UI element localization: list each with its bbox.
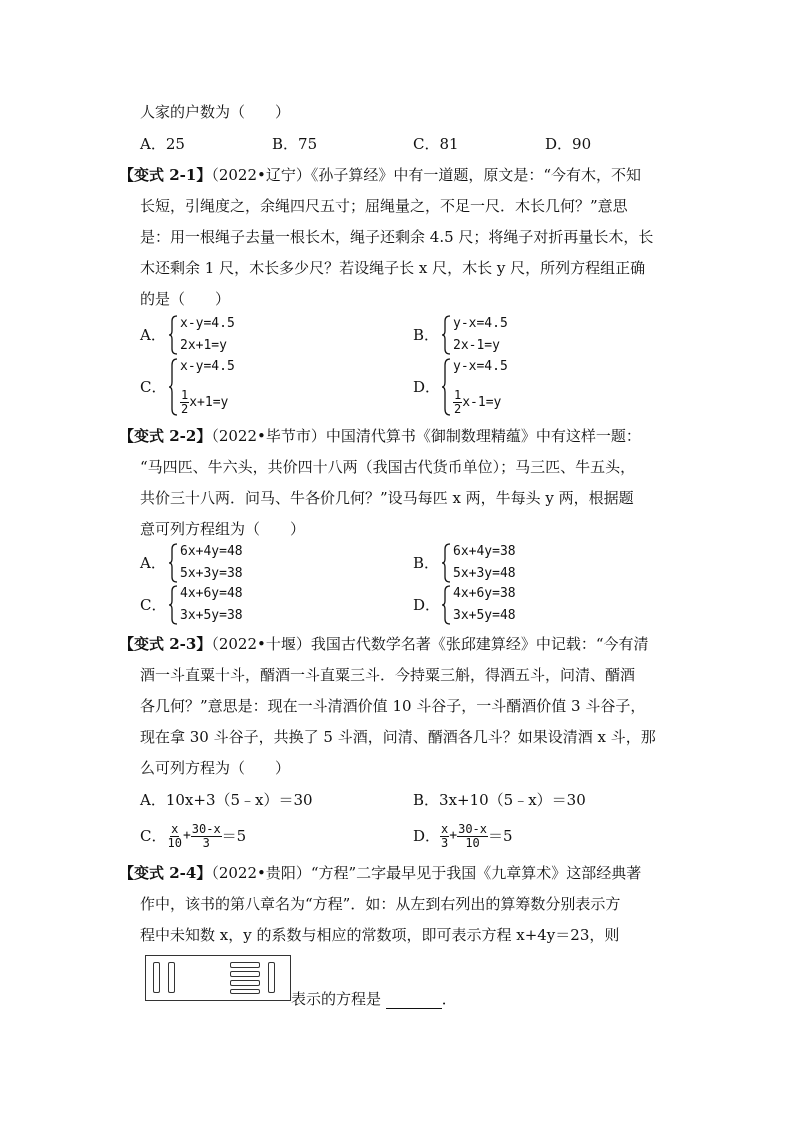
equation-2: 3x+5y=38 (180, 608, 243, 623)
answer-blank[interactable] (386, 992, 442, 1009)
horizontal-rod (230, 980, 260, 986)
equation-2: 3x+5y=48 (453, 608, 516, 623)
equation-1: 6x+4y=38 (453, 544, 516, 559)
equation-1: y-x=4.5 (453, 316, 508, 331)
equation-2: 2x+1=y (180, 338, 227, 353)
option-a-label: A． (140, 554, 166, 572)
option-a-system (168, 543, 243, 583)
option-c-label: C． (140, 596, 167, 614)
question-2-3-line-3: 各几何？”意思是：现在一斗清酒价值 10 斗谷子，一斗醑酒价值 3 斗谷子， (140, 697, 646, 715)
question-2-2-line-4: 意可列方程组为（ ） (140, 520, 306, 538)
question-2-4-line-2: 作中，该书的第八章名为“方程”．如：从左到右列出的算筹数分别表示方 (140, 895, 621, 913)
question-2-2-line-3: 共价三十八两．问马、牛各价几何？”设马每匹 x 两，牛每头 y 两，根据题 (140, 489, 634, 507)
brace-icon (168, 315, 178, 355)
question-2-4-tail: 表示的方程是 ． (291, 990, 457, 1008)
horizontal-rod (230, 962, 260, 968)
equation-1: x-y=4.5 (180, 316, 235, 331)
brace-icon (441, 315, 451, 355)
question-2-1-line-3: 是：用一根绳子去量一根长木，绳子还剩余 4.5 尺；将绳子对折再量长木，长 (140, 228, 654, 246)
equation-2: $\frac{1}{2}$ x+1=y (181, 388, 229, 416)
option-d: D． $\frac{x}{3}$ + $\frac{30-x}{10}$ ＝5 (413, 821, 513, 850)
option-b: B．75 (272, 135, 318, 153)
question-2-4-line-1: 【变式 2-4】（2022•贵阳）“方程”二字最早见于我国《九章算术》这部经典著 (119, 864, 642, 882)
equation-1: 4x+6y=38 (453, 586, 516, 601)
counting-rods-figure (145, 955, 291, 1001)
question-2-1-line-1: 【变式 2-1】（2022•辽宁）《孙子算经》中有一道题，原文是：“今有木，不知 (119, 166, 642, 184)
brace-icon (441, 543, 451, 583)
question-2-1-line-2: 长短，引绳度之，余绳四尺五寸；屈绳量之，不足一尺．木长几何？”意思 (140, 197, 628, 215)
option-d: D．90 (545, 135, 592, 153)
question-2-2-line-1: 【变式 2-2】（2022•毕节市）中国清代算书《御制数理精蕴》中有这样一题： (119, 427, 641, 445)
option-a: A．25 (140, 135, 185, 153)
equation-2: 2x-1=y (453, 338, 500, 353)
option-d-label: D． (413, 596, 441, 614)
previous-question-tail: 人家的户数为（ ） (140, 103, 291, 121)
question-tag: 【变式 2-2】 (119, 427, 212, 445)
question-2-1-line-4: 木还剩余 1 尺，木长多少尺？若设绳子长 x 尺，木长 y 尺，所列方程组正确 (140, 259, 646, 277)
option-d-system (441, 585, 516, 625)
option-a-system (168, 315, 235, 355)
question-2-2-line-2: “马四匹、牛六头，共价四十八两（我国古代货币单位）；马三匹、牛五头， (140, 458, 636, 476)
vertical-rod (268, 962, 275, 993)
equation-1: 6x+4y=48 (180, 544, 243, 559)
question-2-4-line-3: 程中未知数 x，y 的系数与相应的常数项，即可表示方程 x+4y＝23，则 (140, 926, 620, 944)
brace-icon (168, 358, 178, 416)
fraction: $\frac{x}{3}$ (441, 821, 449, 850)
option-b-label: B． (413, 554, 440, 572)
brace-icon (441, 358, 451, 416)
equation-2: $\frac{1}{2}$ x-1=y (454, 388, 502, 416)
question-2-1-line-5: 的是（ ） (140, 290, 231, 308)
fraction: $\frac{1}{2}$ (181, 388, 189, 416)
horizontal-rod (230, 971, 260, 977)
brace-icon (168, 585, 178, 625)
option-c-system (168, 585, 243, 625)
option-c: C． $\frac{x}{10}$ + $\frac{30-x}{3}$ ＝5 (140, 821, 247, 850)
question-2-3-line-2: 酒一斗直粟十斗，醑酒一斗直粟三斗．今持粟三斛，得酒五斗，问清、醑酒 (140, 666, 636, 684)
fraction: $\frac{30-x}{3}$ (191, 821, 221, 850)
equation-2: 5x+3y=48 (453, 566, 516, 581)
fraction: $\frac{1}{2}$ (454, 388, 462, 416)
option-b-label: B． (413, 326, 440, 344)
option-c-label: C． (140, 378, 167, 396)
fraction: $\frac{x}{10}$ (167, 821, 182, 850)
question-tag: 【变式 2-4】 (119, 864, 212, 882)
equation-1: 4x+6y=48 (180, 586, 243, 601)
horizontal-rod (230, 989, 260, 994)
question-tag: 【变式 2-1】 (119, 166, 212, 184)
option-b: B．3x+10（5﹣x）＝30 (413, 791, 586, 809)
option-b-system (441, 543, 516, 583)
question-tag: 【变式 2-3】 (119, 635, 212, 653)
question-2-3-line-1: 【变式 2-3】（2022•十堰）我国古代数学名著《张邱建算经》中记载：“今有清 (119, 635, 649, 653)
vertical-rod (153, 962, 160, 993)
equation-1: y-x=4.5 (453, 359, 508, 374)
brace-icon (441, 585, 451, 625)
option-d-system (441, 358, 508, 416)
option-d-label: D． (413, 378, 441, 396)
option-a-label: A． (140, 326, 166, 344)
question-2-3-line-5: 么可列方程为（ ） (140, 759, 291, 777)
option-c: C．81 (413, 135, 459, 153)
option-a: A．10x+3（5﹣x）＝30 (140, 791, 313, 809)
option-c-system (168, 358, 235, 416)
equation-2: 5x+3y=38 (180, 566, 243, 581)
vertical-rod (168, 962, 175, 993)
question-2-3-line-4: 现在拿 30 斗谷子，共换了 5 斗酒，问清、醑酒各几斗？如果设清酒 x 斗，那 (140, 728, 656, 746)
fraction: $\frac{30-x}{10}$ (458, 821, 487, 850)
brace-icon (168, 543, 178, 583)
equation-1: x-y=4.5 (180, 359, 235, 374)
option-b-system (441, 315, 508, 355)
